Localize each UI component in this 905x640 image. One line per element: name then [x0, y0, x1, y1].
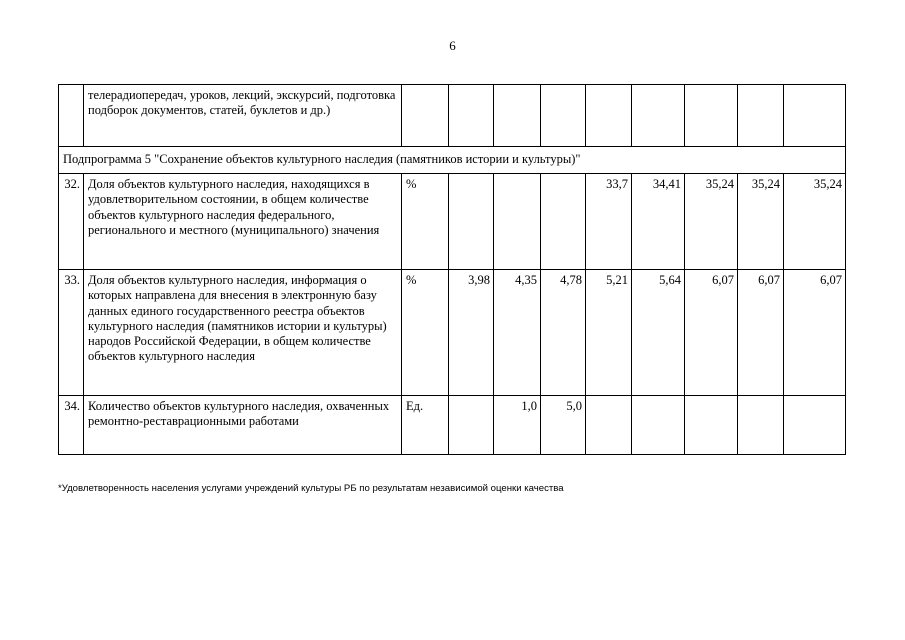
value-cell: 33,7	[586, 174, 632, 270]
value-cell	[632, 85, 685, 147]
value-cell	[449, 396, 494, 455]
value-cell	[541, 85, 586, 147]
value-cell	[541, 174, 586, 270]
value-cell: 1,0	[494, 396, 541, 455]
value-cell: 6,07	[685, 270, 738, 396]
value-cell	[586, 85, 632, 147]
value-cell	[738, 396, 784, 455]
value-cell: 35,24	[738, 174, 784, 270]
index-cell: 34.	[59, 396, 84, 455]
value-cell	[632, 396, 685, 455]
value-cell	[685, 85, 738, 147]
value-cell	[685, 396, 738, 455]
value-cell: 4,78	[541, 270, 586, 396]
subprogram-title: Подпрограмма 5 "Сохранение объектов культурного наследия (памятников истории и культуры)"	[59, 147, 846, 174]
value-cell: 35,24	[685, 174, 738, 270]
table-row	[59, 270, 846, 396]
value-cell: 3,98	[449, 270, 494, 396]
indicator-name-cell: Доля объектов культурного наследия, информация о которых направлена для внесения в электронную базу данных единого государственного реестра объектов культурного наследия (памятников истории и культуры) народов Российской Федерации, в общем количестве объектов культурного наследия	[84, 270, 402, 396]
value-cell	[494, 85, 541, 147]
index-cell	[59, 85, 84, 147]
value-cell: 5,64	[632, 270, 685, 396]
table-row	[59, 174, 846, 270]
value-cell: 6,07	[738, 270, 784, 396]
value-cell	[784, 396, 846, 455]
indicator-name-cell: Количество объектов культурного наследия, охваченных ремонтно-реставрационными работами	[84, 396, 402, 455]
unit-cell: %	[402, 270, 449, 396]
value-cell: 35,24	[784, 174, 846, 270]
footnote: *Удовлетворенность населения услугами учреждений культуры РБ по результатам независимой оценки качества	[58, 483, 564, 494]
value-cell	[494, 174, 541, 270]
value-cell: 4,35	[494, 270, 541, 396]
value-cell	[784, 85, 846, 147]
value-cell: 5,0	[541, 396, 586, 455]
indicator-name-cell: телерадиопередач, уроков, лекций, экскурсий, подготовка подборок документов, статей, буклетов и др.)	[84, 85, 402, 147]
value-cell: 5,21	[586, 270, 632, 396]
indicator-name-cell: Доля объектов культурного наследия, находящихся в удовлетворительном состоянии, в общем количестве объектов культурного наследия федерального, регионального и местного (муниципального) значения	[84, 174, 402, 270]
indicators-table	[58, 84, 846, 455]
value-cell: 6,07	[784, 270, 846, 396]
table-row-continuation	[59, 85, 846, 147]
table-row	[59, 396, 846, 455]
value-cell	[738, 85, 784, 147]
index-cell: 33.	[59, 270, 84, 396]
value-cell	[449, 174, 494, 270]
index-cell: 32.	[59, 174, 84, 270]
value-cell	[449, 85, 494, 147]
unit-cell: %	[402, 174, 449, 270]
page-number: 6	[449, 38, 456, 53]
value-cell	[586, 396, 632, 455]
subprogram-row	[59, 147, 846, 174]
unit-cell	[402, 85, 449, 147]
value-cell: 34,41	[632, 174, 685, 270]
unit-cell: Ед.	[402, 396, 449, 455]
